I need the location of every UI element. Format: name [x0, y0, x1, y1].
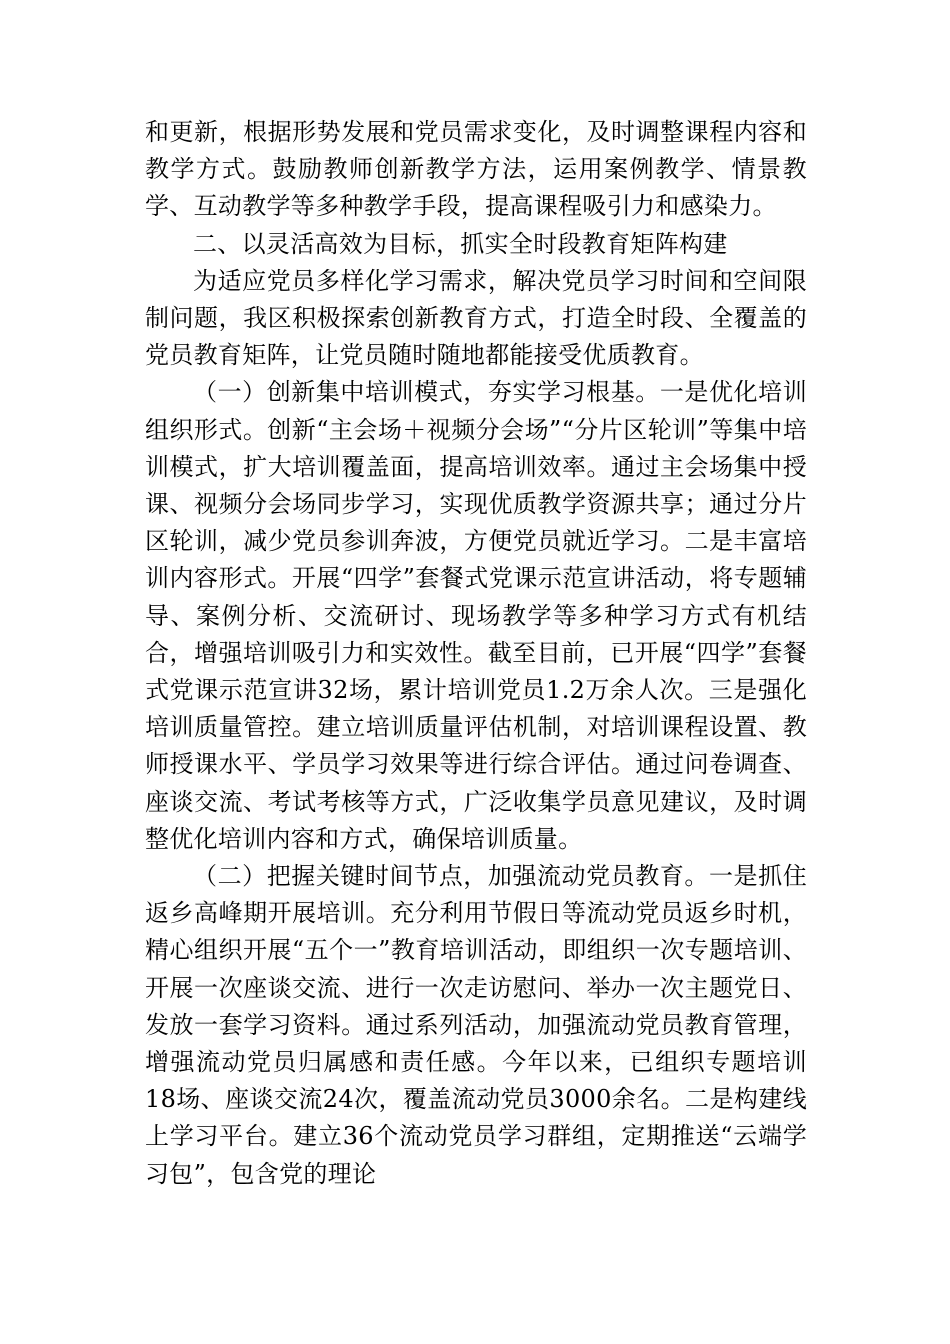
document-page — [145, 114, 807, 1193]
subsection-1-body: 一是优化培训组织形式。创新“主会场＋视频分会场”“分片区轮训”等集中培训模式，扩大培训覆盖面，提高培训效率。通过主会场集中授课、视频分会场同步学习，实现优质教学资源共享；通过分片区轮训，减少党员参训奔波，方便党员就近学习。二是丰富培训内容形式。开展“四学”套餐式党课示范宣讲活动，将专题辅导、案例分析、交流研讨、现场教学等多种学习方式有机结合，增强培训吸引力和实效性。截至目前，已开展“四学”套餐式党课示范宣讲32场，累计培训党员1.2万余人次。三是强化培训质量管控。建立培训质量评估机制，对培训课程设置、教师授课水平、学员学习效果等进行综合评估。通过问卷调查、座谈交流、考试考核等方式，广泛收集学员意见建议，及时调整优化培训内容和方式，确保培训质量。 — [145, 378, 807, 853]
subsection-2-body: 一是抓住返乡高峰期开展培训。充分利用节假日等流动党员返乡时机，精心组织开展“五个一”教育培训活动，即组织一次专题培训、开展一次座谈交流、进行一次走访慰问、举办一次主题党日、发放一套学习资料。通过系列活动，加强流动党员教育管理，增强流动党员归属感和责任感。今年以来，已组织专题培训18场、座谈交流24次，覆盖流动党员3000余名。二是构建线上学习平台。建立36个流动党员学习群组，定期推送“云端学习包”，包含党的理论 — [145, 862, 807, 1188]
subsection-1-lead: （一）创新集中培训模式，夯实学习根基。 — [193, 378, 660, 407]
subsection-2-lead: （二）把握关键时间节点，加强流动党员教育。 — [193, 862, 709, 891]
paragraph-continuation: 和更新，根据形势发展和党员需求变化，及时调整课程内容和教学方式。鼓励教师创新教学方法，运用案例教学、情景教学、互动教学等多种教学手段，提高课程吸引力和感染力。 — [145, 118, 807, 221]
subsection-2-paragraph — [145, 858, 807, 1193]
section-intro-paragraph: 为适应党员多样化学习需求，解决党员学习时间和空间限制问题，我区积极探索创新教育方式，打造全时段、全覆盖的党员教育矩阵，让党员随时随地都能接受优质教育。 — [145, 266, 807, 370]
section-heading: 二、以灵活高效为目标，抓实全时段教育矩阵构建 — [193, 229, 728, 258]
subsection-1-paragraph — [145, 374, 807, 858]
